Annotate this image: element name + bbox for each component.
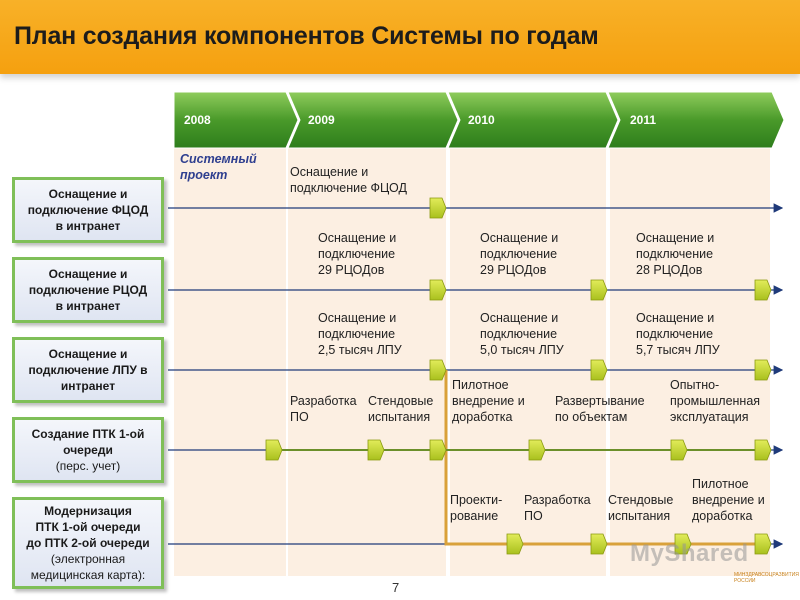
- page-title: План создания компонентов Системы по годам: [14, 22, 599, 50]
- milestone-lpu-2009: [430, 360, 446, 380]
- year-label-2010: 2010: [468, 113, 495, 127]
- row-label-lpu: Оснащение и подключение ЛПУ в интранет: [12, 337, 164, 403]
- system-project-label: Системный проект: [180, 152, 257, 182]
- milestone-mod-2: [591, 534, 607, 554]
- annotation-lpu-2010: Оснащение и подключение 5,0 тысяч ЛПУ: [480, 311, 564, 357]
- annotation-ptk-operation: Опытно- промышленная эксплуатация: [670, 378, 761, 424]
- milestone-fcod-2009: [430, 198, 446, 218]
- page-number: 7: [392, 580, 400, 595]
- year-label-2008: 2008: [184, 113, 211, 127]
- row-label-ptk: Создание ПТК 1-ой очереди (перс. учет): [12, 417, 164, 483]
- annotation-ptk-dev: Разработка ПО: [290, 394, 357, 424]
- annotation-mod-design: Проекти- рование: [450, 493, 503, 523]
- annotation-mod-dev: Разработка ПО: [524, 493, 591, 523]
- watermark: MyShared: [630, 540, 749, 567]
- row-label-rcod: Оснащение и подключение РЦОД в интранет: [12, 257, 164, 323]
- annotation-rcod-2010: Оснащение и подключение 29 РЦОДов: [480, 231, 559, 277]
- row-label-fcod: Оснащение и подключение ФЦОД в интранет: [12, 177, 164, 243]
- annotation-mod-pilot: Пилотное внедрение и доработка: [692, 477, 765, 523]
- milestone-ptk-1: [266, 440, 282, 460]
- milestone-ptk-5: [671, 440, 687, 460]
- annotation-mod-test: Стендовые испытания: [608, 493, 674, 523]
- milestone-ptk-4: [529, 440, 545, 460]
- annotation-fcod-2009: Оснащение и подключение ФЦОД: [290, 165, 407, 195]
- milestone-mod-1: [507, 534, 523, 554]
- ministry-logo-text: МИНЗДРАВСОЦРАЗВИТИЯ РОССИИ: [734, 572, 799, 584]
- annotation-rcod-2009: Оснащение и подключение 29 РЦОДов: [318, 231, 397, 277]
- milestone-mod-4: [755, 534, 771, 554]
- year-label-2011: 2011: [630, 113, 657, 127]
- milestone-ptk-2: [368, 440, 384, 460]
- annotation-ptk-test: Стендовые испытания: [368, 394, 434, 424]
- annotation-ptk-pilot: Пилотное внедрение и доработка: [452, 378, 525, 424]
- milestone-ptk-6: [755, 440, 771, 460]
- annotation-ptk-deploy: Развертывание по объектам: [555, 394, 645, 424]
- annotation-lpu-2011: Оснащение и подключение 5,7 тысяч ЛПУ: [636, 311, 720, 357]
- milestone-rcod-2010: [591, 280, 607, 300]
- annotation-rcod-2011: Оснащение и подключение 28 РЦОДов: [636, 231, 715, 277]
- milestone-ptk-3: [430, 440, 446, 460]
- milestone-lpu-2010: [591, 360, 607, 380]
- year-label-2009: 2009: [308, 113, 335, 127]
- row-label-mod: Модернизация ПТК 1-ой очереди до ПТК 2-ой очереди (электронная медицинская карта):: [12, 497, 164, 589]
- milestone-rcod-2011: [755, 280, 771, 300]
- milestone-rcod-2009: [430, 280, 446, 300]
- annotation-lpu-2009: Оснащение и подключение 2,5 тысяч ЛПУ: [318, 311, 402, 357]
